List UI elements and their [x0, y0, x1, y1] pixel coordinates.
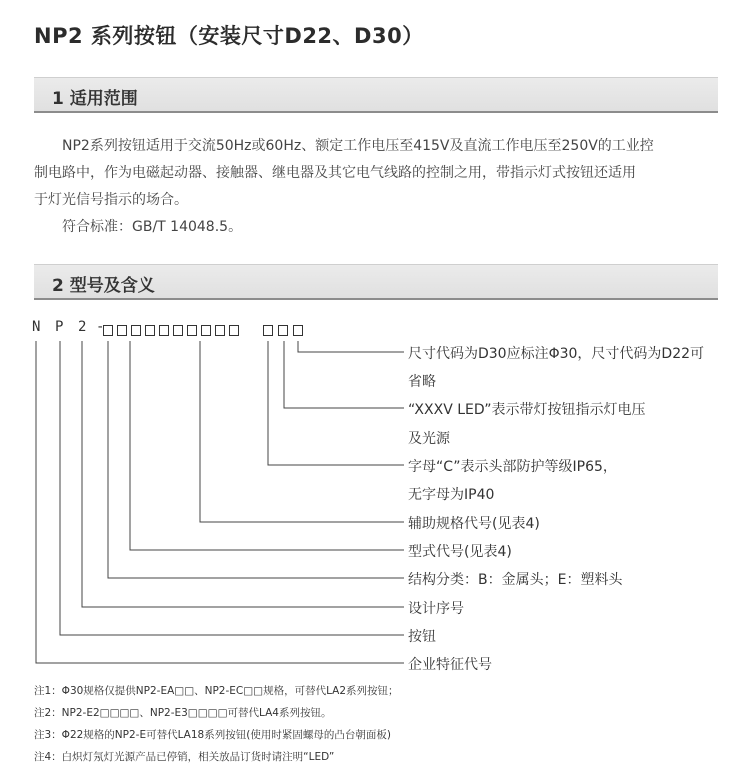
scope-paragraph-line: 制电路中，作为电磁起动器、接触器、继电器及其它电气线路的控制之用，带指示灯式按钮还适用	[34, 165, 636, 181]
standard-text: 符合标准：GB/T 14048.5。	[62, 219, 243, 235]
page-title: NP2 系列按钮（安装尺寸D22、D30）	[34, 24, 424, 48]
desc-protection: 字母“C”表示头部防护等级IP65，	[408, 459, 617, 475]
desc-led-voltage: “XXXV LED”表示带灯按钮指示灯电压	[408, 402, 646, 418]
code-letter-n: N	[32, 319, 41, 335]
note-1: 注1：Φ30规格仅提供NP2-EA□□、NP2-EC□□规格，可替代LA2系列按钮；	[34, 685, 399, 697]
section-heading: 1 适用范围	[52, 89, 138, 109]
section-heading: 2 型号及含义	[52, 276, 155, 296]
note-2: 注2：NP2-E2□□□□、NP2-E3□□□□可替代LA4系列按钮。	[34, 707, 332, 719]
desc-enterprise-code: 企业特征代号	[408, 657, 492, 673]
desc-led-voltage-cont: 及光源	[408, 431, 450, 447]
desc-structure: 结构分类：B：金属头；E：塑料头	[408, 572, 623, 588]
desc-size-code: 尺寸代码为D30应标注Φ30，尺寸代码为D22可	[408, 346, 705, 362]
code-letter-p: P	[55, 319, 64, 335]
desc-aux-spec: 辅助规格代号(见表4)	[408, 516, 540, 532]
note-4: 注4：白炽灯氖灯光源产品已停销，相关放品订货时请注明“LED”	[34, 751, 335, 763]
code-digit-2: 2	[78, 319, 87, 335]
code-dash: -	[96, 319, 105, 335]
desc-design-serial: 设计序号	[408, 601, 464, 617]
desc-type-code: 型式代号(见表4)	[408, 544, 512, 560]
desc-size-code-cont: 省略	[408, 374, 436, 390]
desc-protection-cont: 无字母为IP40	[408, 487, 495, 503]
scope-paragraph-line: NP2系列按钮适用于交流50Hz或60Hz、额定工作电压至415V及直流工作电压至250V的工业控	[62, 138, 654, 154]
scope-paragraph-line: 于灯光信号指示的场合。	[34, 192, 188, 208]
desc-button: 按钮	[408, 629, 436, 645]
note-3: 注3：Φ22规格的NP2-E可替代LA18系列按钮(使用时紧固螺母的凸台朝面板)	[34, 729, 391, 741]
